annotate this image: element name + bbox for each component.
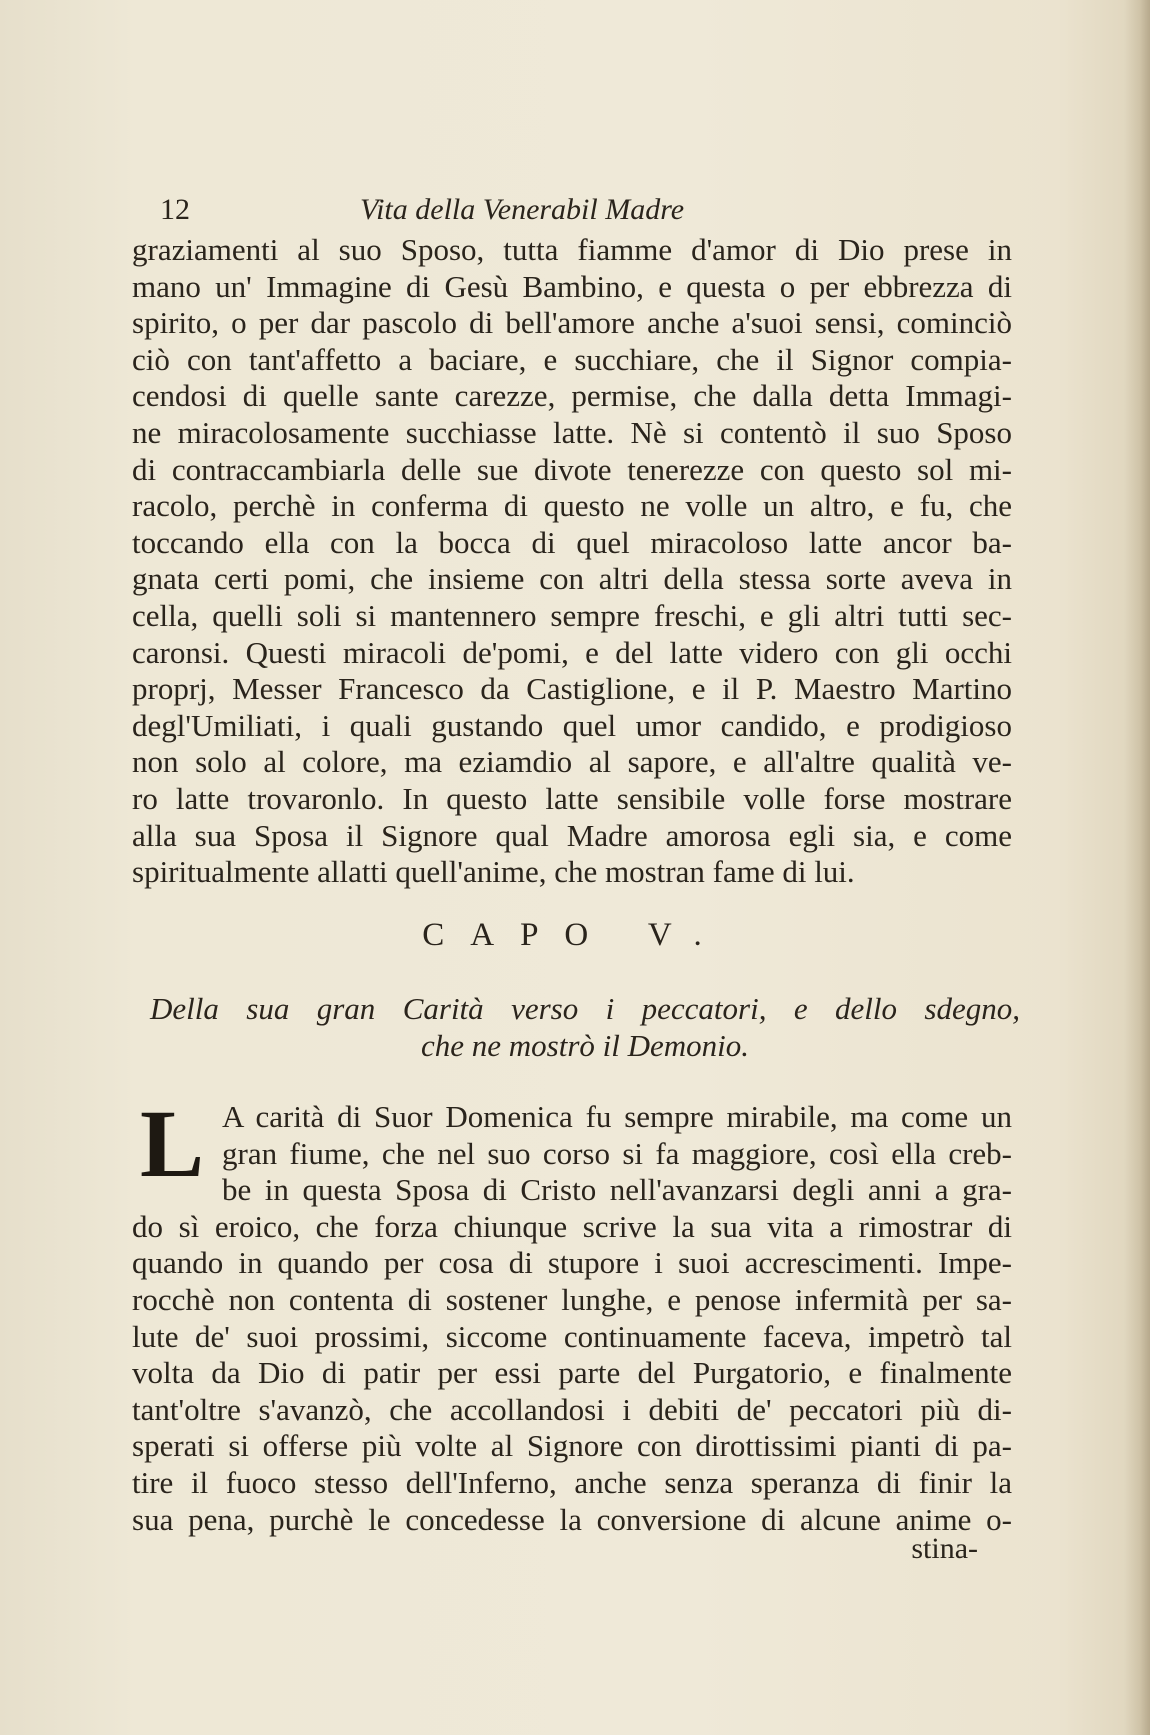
text-line: degl'Umiliati, i quali gustando quel umor candido, e prodigioso — [132, 707, 1012, 743]
text-line: volta da Dio di patir per essi parte del Purgatorio, e finalmente — [132, 1355, 1012, 1391]
text-line: tire il fuoco stesso dell'Inferno, anche senza speranza di finir la — [132, 1464, 1012, 1500]
drop-cap: L — [140, 1090, 205, 1197]
paragraph-1 — [132, 232, 1012, 891]
text-line: tant'oltre s'avanzò, che accollandosi i debiti de' peccatori più di- — [132, 1391, 1012, 1427]
page-number: 12 — [160, 193, 190, 226]
chapter-heading: CAPO V. — [422, 917, 728, 953]
text-line: toccando ella con la bocca di quel miracoloso latte ancor ba- — [132, 524, 1012, 560]
chapter-subtitle-line: che ne mostrò il Demonio. — [420, 1028, 750, 1063]
text-line: graziamenti al suo Sposo, tutta fiamme d'amor di Dio prese in — [132, 232, 1012, 267]
text-line: mano un' Immagine di Gesù Bambino, e questa o per ebbrezza di — [132, 268, 1012, 304]
text-line: sua pena, purchè le concedesse la conversione di alcune anime o- — [132, 1501, 1012, 1537]
text-line: spiritualmente allatti quell'anime, che mostran fame di lui. — [132, 854, 855, 890]
chapter-subtitle — [150, 990, 1020, 1064]
text-line: ciò con tant'affetto a baciare, e succhiare, che il Signor compia- — [132, 341, 1012, 377]
text-line: sperati si offerse più volte al Signore con dirottissimi pianti di pa- — [132, 1428, 1012, 1464]
text-line: A carità di Suor Domenica fu sempre mirabile, ma come un — [222, 1099, 1012, 1134]
catchword: stina- — [911, 1532, 978, 1565]
text-line: lute de' suoi prossimi, siccome continuamente faceva, impetrò tal — [132, 1318, 1012, 1354]
running-head — [130, 190, 1030, 230]
text-line: cendosi di quelle sante carezze, permise, che dalla detta Immagi- — [132, 378, 1012, 414]
text-line: di contraccambiarla delle sue divote tenerezze con questo sol mi- — [132, 451, 1012, 487]
text-line: rocchè non contenta di sostener lunghe, e penose infermità per sa- — [132, 1281, 1012, 1317]
running-title: Vita della Venerabil Madre — [360, 193, 685, 226]
paragraph-2 — [132, 1090, 1012, 1538]
text-line: racolo, perchè in conferma di questo ne volle un altro, e fu, che — [132, 488, 1012, 524]
text-line: do sì eroico, che forza chiunque scrive la sua vita a rimostrar di — [132, 1208, 1012, 1244]
text-line: be in questa Sposa di Cristo nell'avanzarsi degli anni a gra- — [222, 1172, 1012, 1208]
text-line: gnata certi pomi, che insieme con altri della stessa sorte aveva in — [132, 561, 1012, 597]
text-line: gran fiume, che nel suo corso si fa maggiore, così ella creb- — [222, 1135, 1012, 1171]
text-line: cella, quelli soli si mantennero sempre freschi, e gli altri tutti sec- — [132, 597, 1012, 633]
page-edge-shadow — [1124, 0, 1150, 1735]
text-line: alla sua Sposa il Signore qual Madre amorosa egli sia, e come — [132, 817, 1012, 853]
text-line: quando in quando per cosa di stupore i suoi accrescimenti. Impe- — [132, 1245, 1012, 1281]
text-line: ro latte trovaronlo. In questo latte sensibile volle forse mostrare — [132, 780, 1012, 816]
text-line: spirito, o per dar pascolo di bell'amore anche a'suoi sensi, cominciò — [132, 305, 1012, 341]
text-line: proprj, Messer Francesco da Castiglione, e il P. Maestro Martino — [132, 671, 1012, 707]
text-line: non solo al colore, ma eziamdio al sapore, e all'altre qualità ve- — [132, 744, 1012, 780]
chapter-subtitle-line: Della sua gran Carità verso i peccatori, e dello sdegno, — [150, 991, 1020, 1026]
text-line: caronsi. Questi miracoli de'pomi, e del latte videro con gli occhi — [132, 634, 1012, 670]
text-line: ne miracolosamente succhiasse latte. Nè si contentò il suo Sposo — [132, 414, 1012, 450]
